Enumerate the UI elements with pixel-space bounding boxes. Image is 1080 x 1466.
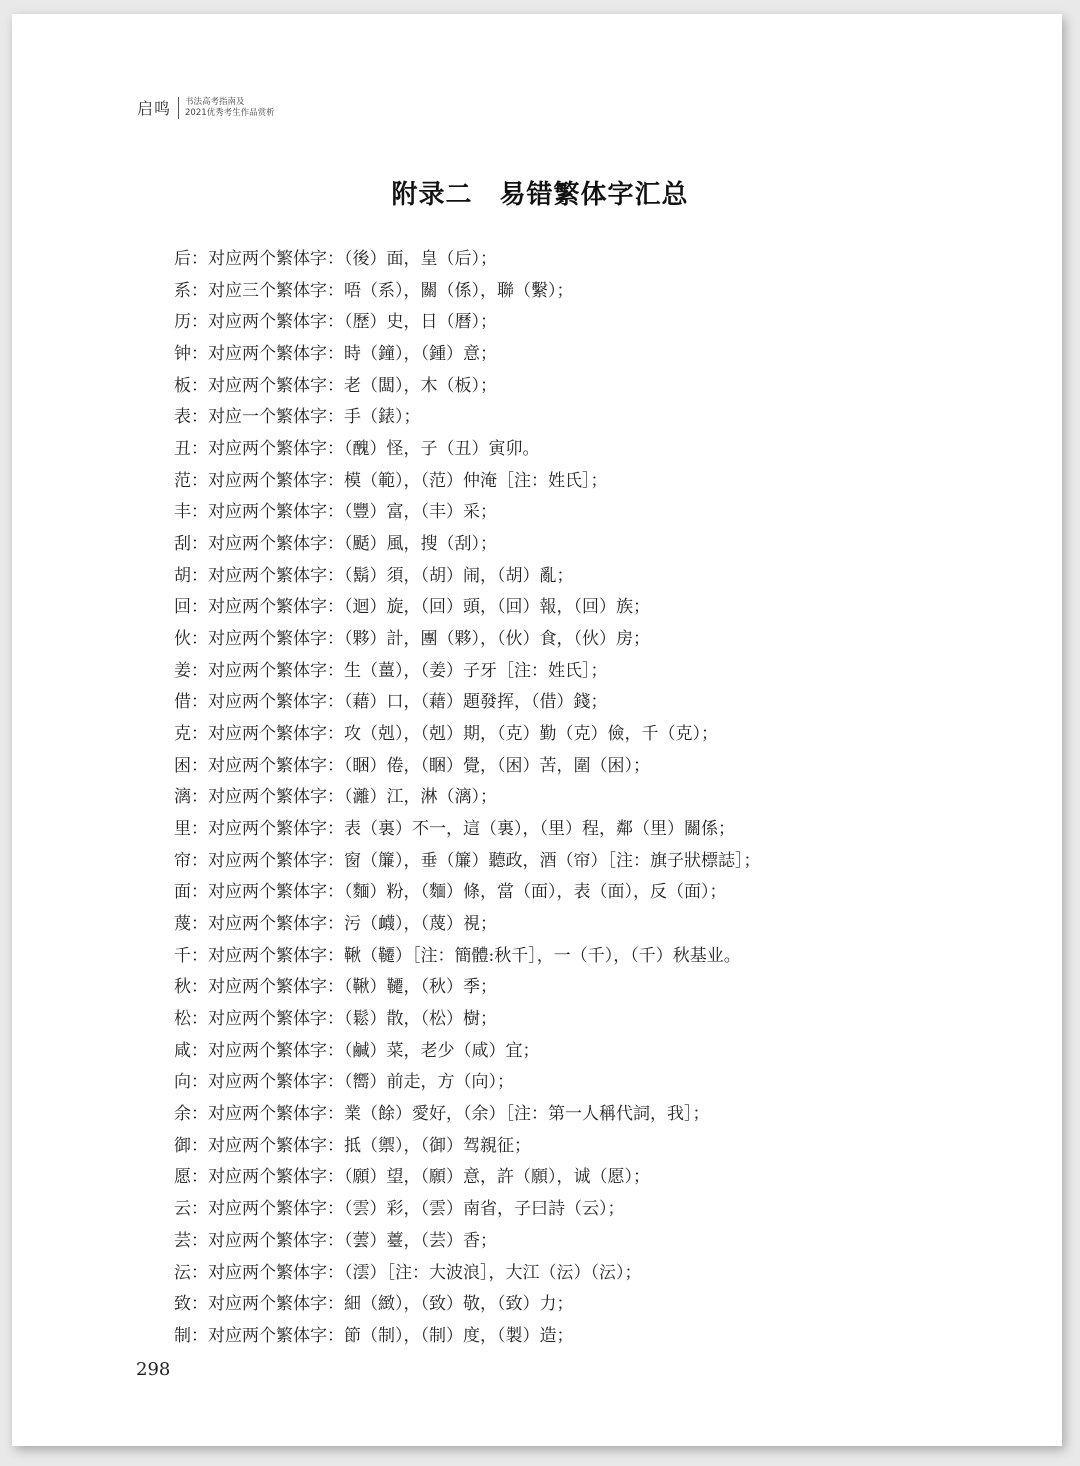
subtitle-line-2: 2021优秀考生作品赏析: [185, 107, 275, 118]
list-item: 姜：对应两个繁体字：生（薑），（姜）子牙［注：姓氏］；: [174, 660, 608, 681]
list-item: 刮：对应两个繁体字：（颳）風，搜（刮）；: [174, 534, 497, 555]
list-item: 向：对应两个繁体字：（嚮）前走，方（向）；: [174, 1072, 514, 1093]
list-item: 后：对应两个繁体字：（後）面，皇（后）；: [174, 249, 497, 269]
list-item: 里：对应两个繁体字：表（裏）不一，這（裏），（里）程，鄰（里）關係；: [174, 819, 735, 840]
list-item: 咸：对应两个繁体字：（鹹）菜，老少（咸）宜；: [174, 1040, 540, 1061]
list-item: 漓：对应两个繁体字：（灕）江，淋（漓）；: [174, 787, 497, 808]
list-item: 困：对应两个繁体字：（睏）倦，（睏）覺，（困）苦，圍（困）；: [174, 755, 650, 776]
list-item: 帘：对应两个繁体字：窗（簾），垂（簾）聽政，酒（帘）［注：旗子狀標誌］；: [174, 850, 761, 871]
list-item: 借：对应两个繁体字：（藉）口，（藉）題發挥，（借）錢；: [174, 692, 608, 713]
list-item: 克：对应两个繁体字：攻（剋），（剋）期，（克）勤（克）儉，千（克）；: [174, 724, 718, 745]
brand-logo: 启鸣: [137, 99, 172, 118]
subtitle-line-1: 书法高考指南及: [185, 96, 245, 107]
list-item: 胡：对应两个繁体字：（鬍）須，（胡）闹，（胡）亂；: [174, 565, 574, 586]
list-item: 沄：对应两个繁体字：（澐）［注：大波浪］，大江（沄）（沄）；: [174, 1262, 642, 1283]
list-item: 余：对应两个繁体字：業（餘）愛好，（余）［注：第一人稱代詞，我］；: [174, 1104, 710, 1125]
book-subtitle: [185, 97, 275, 119]
list-item: 表：对应一个繁体字：手（錶）；: [174, 407, 421, 428]
list-item: 历：对应两个繁体字：（歷）史，日（曆）；: [174, 312, 497, 333]
list-item: 御：对应两个繁体字：抵（禦），（御）驾親征；: [174, 1135, 531, 1156]
page-number: 298: [136, 1359, 171, 1380]
list-item: 蔑：对应两个繁体字：污（衊），（蔑）視；: [174, 914, 497, 935]
list-item: 钟：对应两个繁体字：時（鐘），（鍾）意；: [174, 344, 497, 365]
running-head: [137, 96, 275, 119]
header-divider: [178, 97, 179, 119]
list-item: 丑：对应两个繁体字：（醜）怪，子（丑）寅卯。: [174, 439, 540, 460]
entry-list: [174, 244, 761, 1353]
list-item: 云：对应两个繁体字：（雲）彩，（雲）南省，子曰詩（云）；: [174, 1199, 625, 1220]
list-item: 千：对应两个繁体字：鞦（韆）［注：簡體:秋千］，一（千），（千）秋基业。: [174, 945, 741, 966]
list-item: 秋：对应两个繁体字：（鞦）韆，（秋）季；: [174, 977, 497, 998]
list-item: 系：对应三个繁体字：唔（系），關（係），聯（繫）；: [174, 280, 574, 301]
list-item: 松：对应两个繁体字：（鬆）散，（松）樹；: [174, 1009, 497, 1030]
list-item: 伙：对应两个繁体字：（夥）計，團（夥），（伙）食，（伙）房；: [174, 629, 650, 650]
list-item: 板：对应两个繁体字：老（闆），木（板）；: [174, 375, 497, 396]
list-item: 芸：对应两个繁体字：（蕓）薹，（芸）香；: [174, 1230, 497, 1251]
book-page: [12, 14, 1062, 1446]
list-item: 愿：对应两个繁体字：（願）望，（願）意，許（願），诚（愿）；: [174, 1167, 650, 1188]
list-item: 范：对应两个繁体字：模（範），（范）仲淹［注：姓氏］；: [174, 470, 608, 491]
list-item: 丰：对应两个繁体字：（豐）富，（丰）采；: [174, 502, 497, 523]
list-item: 面：对应两个繁体字：（麵）粉，（麵）條，當（面），表（面），反（面）；: [174, 882, 727, 903]
list-item: 回：对应两个繁体字：（迴）旋，（回）頭，（回）報，（回）族；: [174, 597, 650, 618]
page-title: 附录二 易错繁体字汇总: [391, 180, 689, 210]
list-item: 制：对应两个繁体字：節（制），（制）度，（製）造；: [174, 1325, 574, 1346]
list-item: 致：对应两个繁体字：細（緻），（致）敬，（致）力；: [174, 1294, 574, 1315]
